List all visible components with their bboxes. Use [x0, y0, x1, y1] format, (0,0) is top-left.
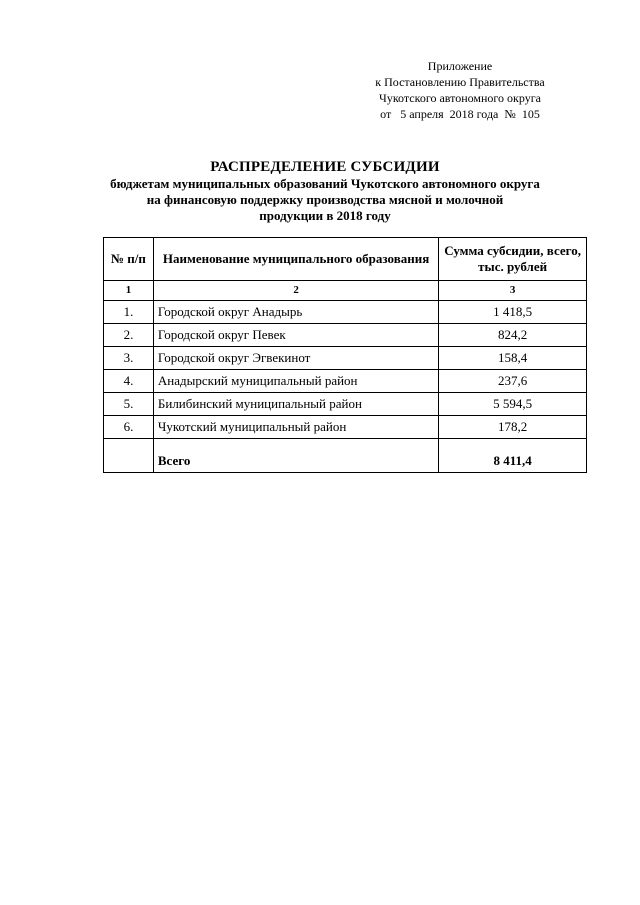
title-line-2: на финансовую поддержку производства мясной и молочной — [146, 192, 504, 207]
table-row — [104, 347, 587, 370]
subsidy-table — [103, 237, 587, 473]
table-row — [104, 370, 587, 393]
column-number: 1 — [104, 281, 154, 301]
table-header-row — [104, 238, 587, 281]
header-amount: Сумма субсидии, всего, тыс. рублей — [439, 238, 587, 281]
title-line-1: бюджетам муниципальных образований Чукотского автономного округа — [110, 176, 540, 191]
title-line-3: продукции в 2018 году — [259, 208, 391, 223]
appendix-header — [360, 58, 560, 122]
row-number: 6. — [104, 416, 154, 439]
column-number: 2 — [153, 281, 438, 301]
total-empty-cell — [104, 439, 154, 473]
row-amount: 237,6 — [439, 370, 587, 393]
appendix-line-3: Чукотского автономного округа — [379, 91, 541, 105]
total-amount: 8 411,4 — [439, 439, 587, 473]
table-total-row — [104, 439, 587, 473]
header-name: Наименование муниципального образования — [153, 238, 438, 281]
row-number: 1. — [104, 301, 154, 324]
row-name: Городской округ Эгвекинот — [153, 347, 438, 370]
document-title — [60, 158, 590, 224]
appendix-line-2: к Постановлению Правительства — [375, 75, 545, 89]
table-row — [104, 324, 587, 347]
row-amount: 158,4 — [439, 347, 587, 370]
row-name: Городской округ Певек — [153, 324, 438, 347]
row-name: Городской округ Анадырь — [153, 301, 438, 324]
table-row — [104, 416, 587, 439]
column-number-row — [104, 281, 587, 301]
title-main: РАСПРЕДЕЛЕНИЕ СУБСИДИИ — [210, 159, 440, 175]
row-name: Анадырский муниципальный район — [153, 370, 438, 393]
row-name: Билибинский муниципальный район — [153, 393, 438, 416]
header-num: № п/п — [104, 238, 154, 281]
row-amount: 1 418,5 — [439, 301, 587, 324]
row-number: 2. — [104, 324, 154, 347]
row-number: 4. — [104, 370, 154, 393]
appendix-line-1: Приложение — [427, 59, 493, 73]
table-row — [104, 393, 587, 416]
column-number: 3 — [439, 281, 587, 301]
row-amount: 178,2 — [439, 416, 587, 439]
appendix-line-4: от 5 апреля 2018 года № 105 — [380, 107, 540, 121]
total-label: Всего — [153, 439, 438, 473]
row-number: 3. — [104, 347, 154, 370]
row-name: Чукотский муниципальный район — [153, 416, 438, 439]
row-amount: 5 594,5 — [439, 393, 587, 416]
row-amount: 824,2 — [439, 324, 587, 347]
row-number: 5. — [104, 393, 154, 416]
table-row — [104, 301, 587, 324]
